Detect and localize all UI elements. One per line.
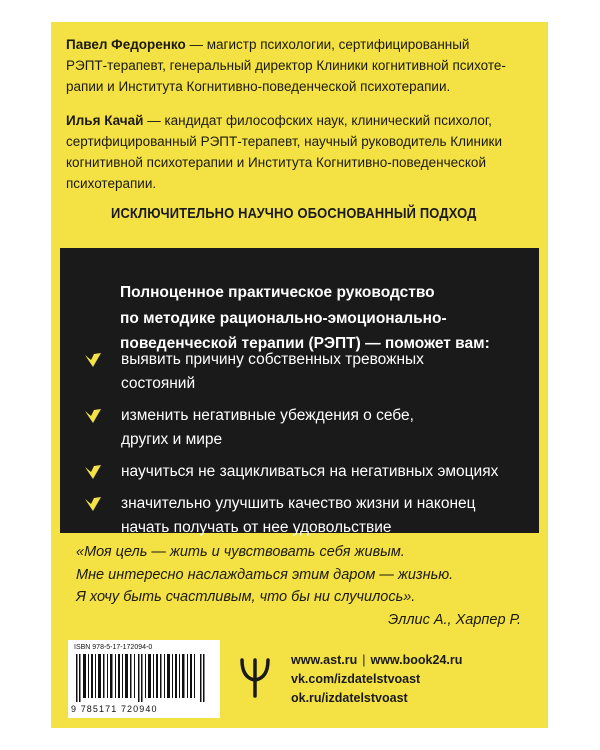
- bio-text: когнитивной психотерапии и Института Когнитивно-поведенческой: [66, 155, 486, 170]
- panel-intro: [120, 280, 490, 357]
- benefit-text: научиться не зацикливаться на негативных эмоциях: [121, 463, 499, 480]
- author-bio-fedorenko: [66, 34, 541, 97]
- author-name: Илья Качай: [66, 113, 144, 128]
- benefit-item: [60, 492, 539, 540]
- isbn-barcode: [68, 640, 220, 718]
- bio-text: — магистр психологии, сертифицированный: [185, 37, 470, 52]
- benefit-text: других и мире: [121, 431, 223, 448]
- intro-line: Полноценное практическое руководство: [120, 284, 435, 301]
- link-ok[interactable]: ok.ru/izdatelstvoast: [291, 691, 408, 705]
- bio-text: психотерапии.: [66, 176, 157, 191]
- bio-text: — кандидат философских наук, клинический психолог,: [143, 113, 492, 128]
- back-cover: [51, 22, 548, 728]
- check-icon: [85, 409, 101, 423]
- link-vk[interactable]: vk.com/izdatelstvoast: [291, 672, 421, 686]
- bio-text: сертифицированный РЭПТ-терапевт, научный руководитель Клиники: [66, 134, 503, 149]
- benefit-text: начать получать от нее удовольствие: [121, 519, 392, 536]
- benefit-text: изменить негативные убеждения о себе,: [121, 407, 414, 424]
- bio-text: РЭПТ-терапевт, генеральный директор Клиники когнитивной психоте-: [66, 58, 506, 73]
- isbn-label: ISBN 978-5-17-172094-0: [74, 644, 153, 651]
- benefit-item: [60, 404, 539, 452]
- bio-text: рапии и Института Когнитивно-поведенческой психотерапии.: [66, 79, 451, 94]
- link-ast[interactable]: www.ast.ru: [291, 653, 358, 667]
- quote-line: Я хочу быть счастливым, что бы ни случилось».: [76, 589, 416, 605]
- intro-line: поведенческой терапии (РЭПТ) — поможет вам:: [120, 335, 490, 352]
- benefit-text: значительно улучшить качество жизни и наконец: [121, 495, 476, 512]
- intro-line: по методике рационально-эмоционально-: [120, 309, 447, 327]
- section-heading: ИСКЛЮЧИТЕЛЬНО НАУЧНО ОБОСНОВАННЫЙ ПОДХОД: [111, 205, 477, 222]
- author-bio-kachai: [66, 110, 541, 194]
- benefit-text: выявить причину собственных тревожных: [121, 351, 424, 368]
- quote-author: Эллис А., Харпер Р.: [388, 611, 521, 628]
- psi-logo-icon: [240, 658, 270, 698]
- benefit-text: состояний: [121, 375, 196, 392]
- author-name: Павел Федоренко: [66, 37, 186, 52]
- benefit-item: [60, 348, 539, 396]
- benefits-panel: [60, 248, 539, 536]
- quote-line: «Моя цель — жить и чувствовать себя живым.: [76, 544, 405, 560]
- link-book24[interactable]: www.book24.ru: [370, 653, 463, 667]
- barcode-bars-icon: [76, 654, 206, 702]
- check-icon: [85, 353, 101, 367]
- check-icon: [85, 465, 101, 479]
- link-separator: |: [362, 653, 366, 667]
- check-icon: [85, 497, 101, 511]
- barcode-digits: 9 785171 720940: [71, 704, 158, 714]
- publisher-links: [291, 651, 462, 708]
- benefits-list: [60, 348, 539, 548]
- epigraph-quote: [76, 541, 531, 631]
- benefit-item: [60, 460, 539, 484]
- quote-line: Мне интересно наслаждаться этим даром — жизнью.: [76, 566, 454, 583]
